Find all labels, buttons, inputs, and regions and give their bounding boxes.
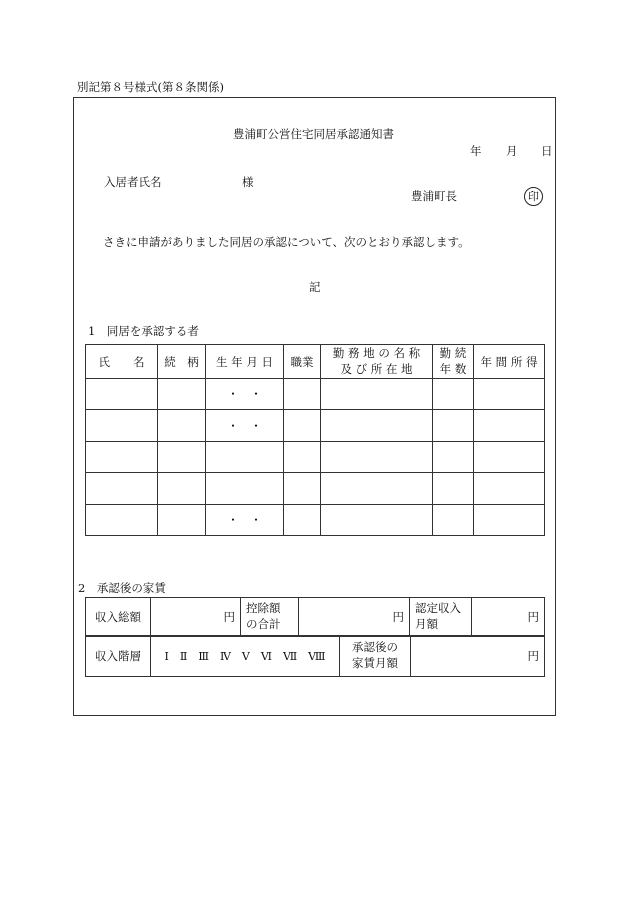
years-cell[interactable] <box>433 442 474 473</box>
relation-cell[interactable] <box>158 379 206 410</box>
workplace-cell[interactable] <box>321 505 433 536</box>
date-month: 月 <box>506 144 518 158</box>
dob-cell[interactable] <box>206 473 284 505</box>
income-cell[interactable] <box>474 442 545 473</box>
years-cell[interactable] <box>433 379 474 410</box>
rent-table-row1 <box>85 597 545 637</box>
section1-heading: 1 同居を承認する者 <box>88 324 199 338</box>
ki-heading: 記 <box>309 280 321 294</box>
name-cell[interactable] <box>86 410 158 442</box>
dob-cell[interactable]: ・ ・ <box>206 505 284 536</box>
table-row <box>86 379 545 410</box>
table-row <box>86 442 545 473</box>
years-cell[interactable] <box>433 410 474 442</box>
occupation-cell[interactable] <box>284 410 321 442</box>
relation-cell[interactable] <box>158 410 206 442</box>
date-day: 日 <box>541 144 553 158</box>
body-text: さきに申請がありました同居の承認について、次のとおり承認します。 <box>103 235 470 249</box>
occupation-cell[interactable] <box>284 442 321 473</box>
col-header-occupation: 職業 <box>284 345 321 379</box>
document-title: 豊浦町公営住宅同居承認通知書 <box>233 127 394 141</box>
table-row <box>86 505 545 536</box>
col-header-dob: 生 年 月 日 <box>206 345 284 379</box>
income-cell[interactable] <box>474 473 545 505</box>
rent-value[interactable]: 円 <box>411 636 545 677</box>
occupation-cell[interactable] <box>284 473 321 505</box>
income-class-label: 収入階層 <box>86 636 151 677</box>
workplace-cell[interactable] <box>321 442 433 473</box>
relation-cell[interactable] <box>158 442 206 473</box>
occupation-cell[interactable] <box>284 379 321 410</box>
form-label: 別記第８号様式(第８条関係) <box>77 80 224 94</box>
rent-table-row2 <box>85 635 545 677</box>
income-total-value[interactable]: 円 <box>151 598 241 637</box>
cohabitant-table <box>85 344 545 536</box>
workplace-cell[interactable] <box>321 379 433 410</box>
deduction-value[interactable]: 円 <box>299 598 410 637</box>
name-cell[interactable] <box>86 505 158 536</box>
years-cell[interactable] <box>433 505 474 536</box>
income-cell[interactable] <box>474 379 545 410</box>
name-cell[interactable] <box>86 473 158 505</box>
col-header-relation: 続 柄 <box>158 345 206 379</box>
income-total-label: 収入総額 <box>86 598 151 637</box>
date-year: 年 <box>470 144 482 158</box>
years-cell[interactable] <box>433 473 474 505</box>
relation-cell[interactable] <box>158 505 206 536</box>
addressee-honorific: 様 <box>242 175 254 189</box>
certified-income-label: 認定収入 月額 <box>410 598 472 637</box>
col-header-income: 年 間 所 得 <box>474 345 545 379</box>
dob-cell[interactable] <box>206 442 284 473</box>
certified-income-value[interactable]: 円 <box>472 598 545 637</box>
col-header-name: 氏 名 <box>86 345 158 379</box>
name-cell[interactable] <box>86 442 158 473</box>
income-cell[interactable] <box>474 505 545 536</box>
workplace-cell[interactable] <box>321 473 433 505</box>
income-cell[interactable] <box>474 410 545 442</box>
deduction-label: 控除額 の合計 <box>241 598 299 637</box>
col-header-workplace: 勤 務 地 の 名 称 及 び 所 在 地 <box>321 345 433 379</box>
income-class-options[interactable]: Ⅰ Ⅱ Ⅲ Ⅳ Ⅴ Ⅵ Ⅶ Ⅷ <box>151 636 340 677</box>
occupation-cell[interactable] <box>284 505 321 536</box>
name-cell[interactable] <box>86 379 158 410</box>
relation-cell[interactable] <box>158 473 206 505</box>
workplace-cell[interactable] <box>321 410 433 442</box>
rent-label: 承認後の 家賃月額 <box>340 636 411 677</box>
section2-heading: 2 承認後の家賃 <box>78 581 166 595</box>
col-header-years: 勤 続 年 数 <box>433 345 474 379</box>
dob-cell[interactable]: ・ ・ <box>206 379 284 410</box>
table-row <box>86 410 545 442</box>
addressee-label: 入居者氏名 <box>104 175 162 189</box>
table-header-row <box>86 345 545 379</box>
dob-cell[interactable]: ・ ・ <box>206 410 284 442</box>
issuer-title: 豊浦町長 <box>411 189 457 203</box>
table-row <box>86 473 545 505</box>
seal-mark: 印 <box>524 187 543 206</box>
